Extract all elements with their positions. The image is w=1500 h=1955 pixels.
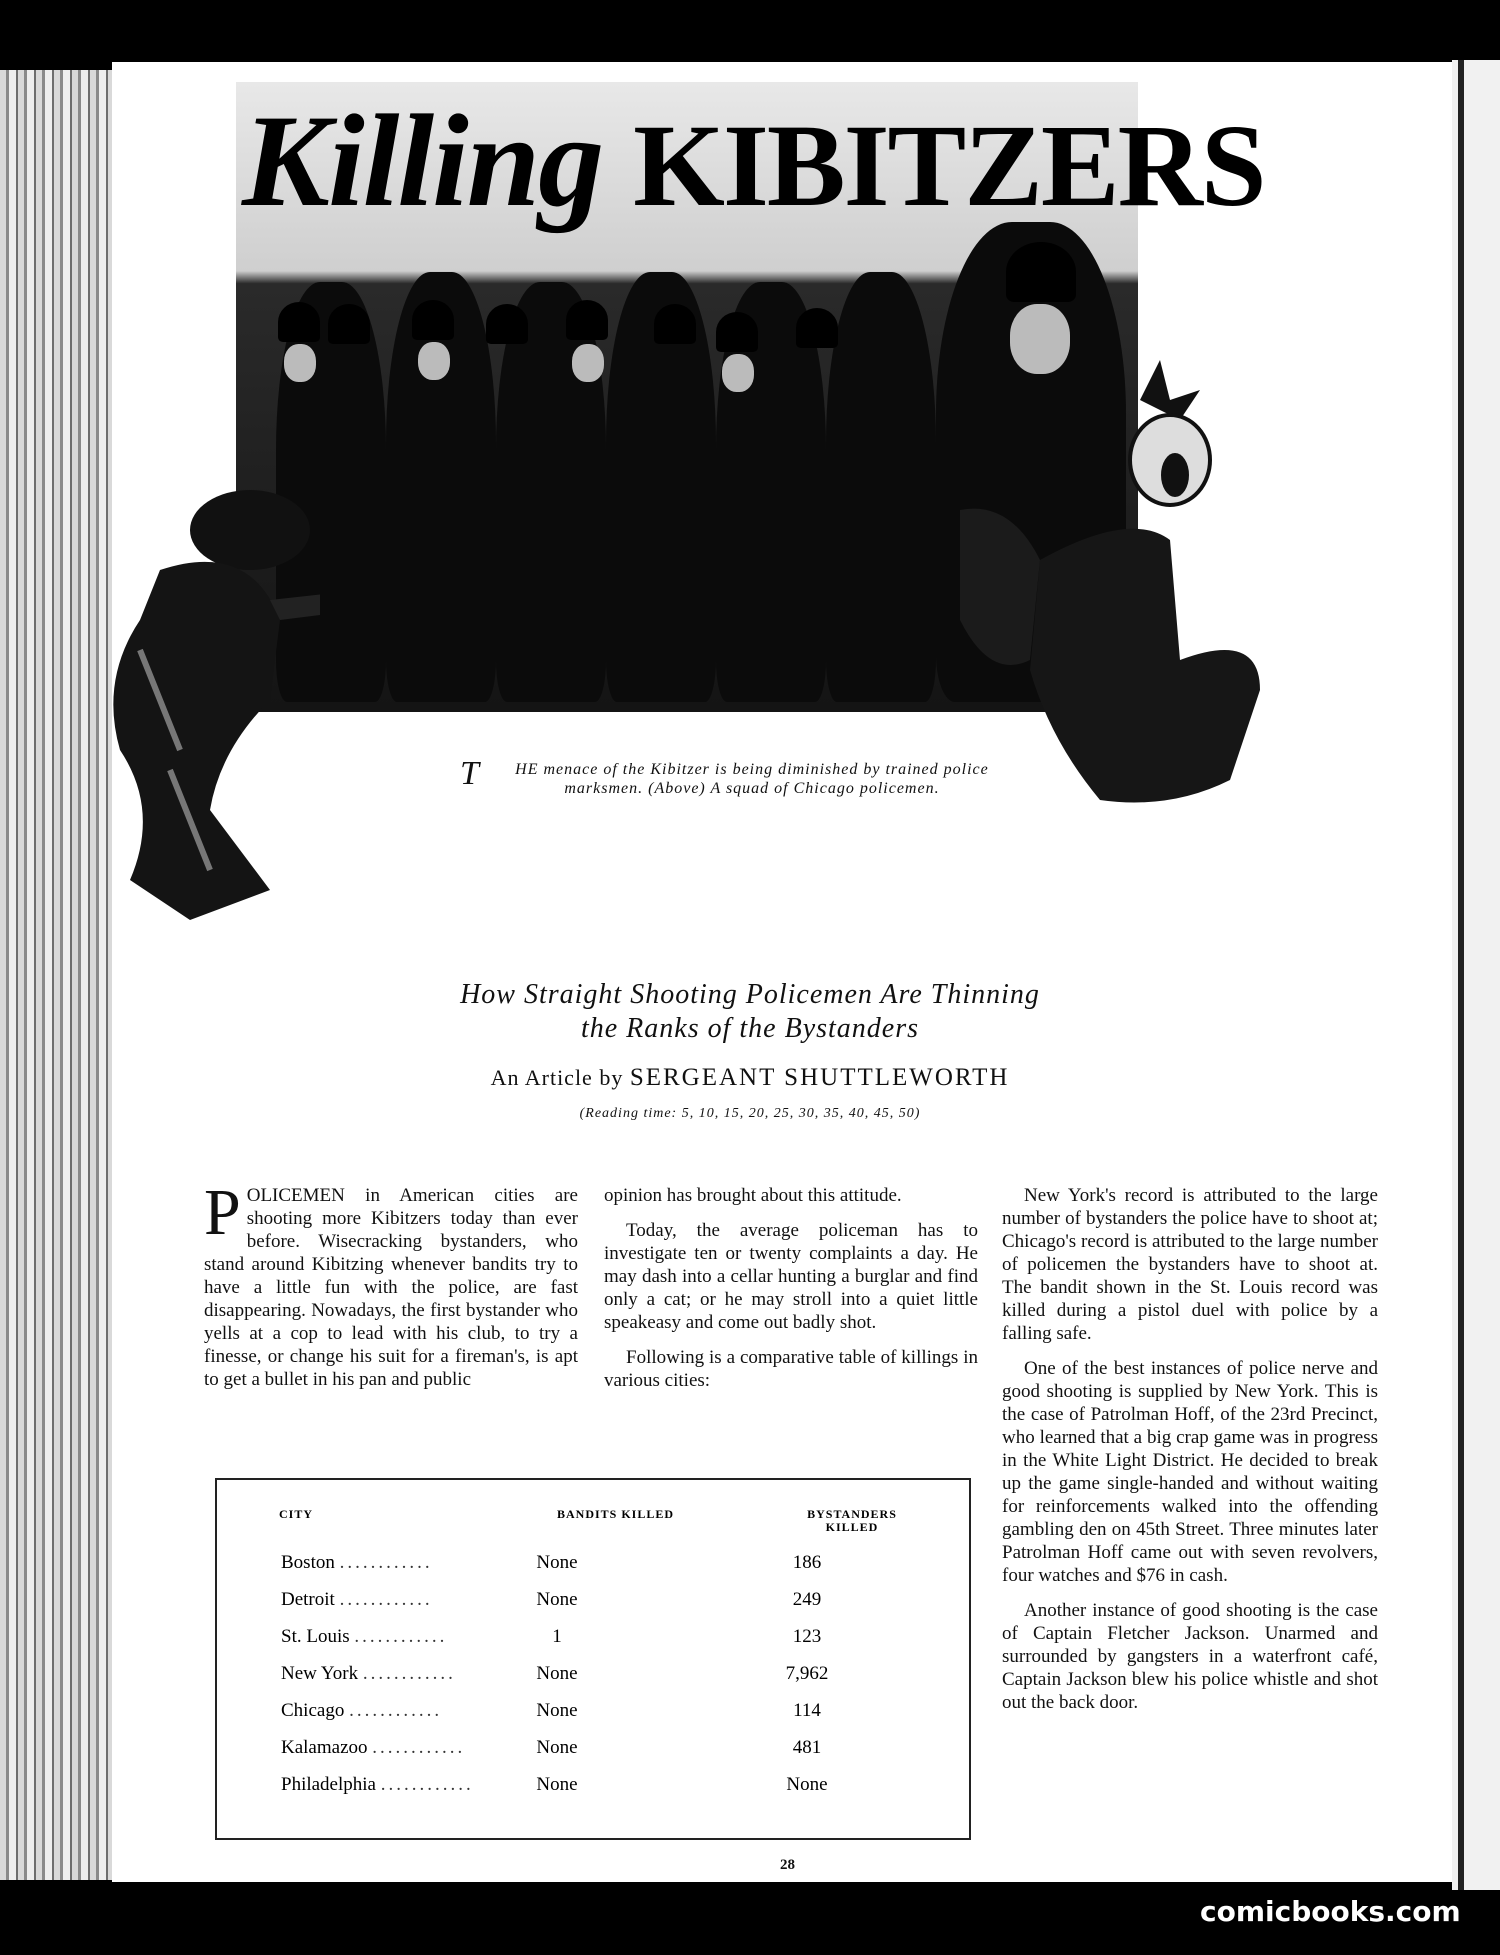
header-city: CITY: [279, 1507, 314, 1521]
subtitle-line-2: the Ranks of the Bystanders: [580, 1013, 920, 1044]
caption-text: HE menace of the Kibitzer is being diminished by trained police marksmen. (Above) A squad of Chicago policemen.: [515, 761, 989, 797]
paragraph: Another instance of good shooting is the case of Captain Fletcher Jackson. Unarmed and surrounded by gangsters in a waterfront café, Captain Jackson blew his police whistle and shot out the back door.: [1002, 1600, 1378, 1713]
book-page-edges: [0, 70, 120, 1880]
header-bystanders: BYSTANDERS KILLED: [807, 1507, 897, 1534]
gunman-cartoon: [100, 450, 320, 920]
table-row: Chicago ............ None 114: [281, 1700, 821, 1721]
site-watermark: comicbooks.com: [1200, 1895, 1461, 1928]
reading-time: (Reading time: 5, 10, 15, 20, 25, 30, 35, 40, 45, 50): [579, 1106, 921, 1121]
article-title: Killing KIBITZERS: [242, 87, 1265, 234]
killings-table: [215, 1478, 971, 1840]
table-row: St. Louis ............ 1 123: [281, 1626, 822, 1647]
paragraph: New York's record is attributed to the large number of bystanders the police have to shoot at; Chicago's record is attributed to the large number of policemen the bystanders have to shoot at. The bandit shown in the St. Louis record was killed during a pistol duel with police by a falling safe.: [1002, 1185, 1378, 1344]
paragraph: Today, the average policeman has to investigate ten or twenty complaints a day. He may dash into a cellar hunting a burglar and find only a cat; or he may stroll into a quiet little speakeasy and come out badly shot.: [604, 1220, 978, 1333]
paragraph: opinion has brought about this attitude.: [604, 1185, 902, 1206]
table-row: Philadelphia ............ None None: [281, 1774, 828, 1795]
header-bandits: BANDITS KILLED: [557, 1507, 675, 1521]
drop-cap: P: [204, 1176, 241, 1249]
table-row: Boston ............ None 186: [281, 1552, 822, 1573]
subtitle-line-1: How Straight Shooting Policemen Are Thinning: [460, 979, 1040, 1010]
table-row: New York ............ None 7,962: [281, 1663, 829, 1684]
photo-caption: [460, 755, 1020, 798]
paragraph: Following is a comparative table of killings in various cities:: [604, 1347, 978, 1391]
table-row: Kalamazoo ............ None 481: [281, 1737, 822, 1758]
caption-initial: T: [460, 755, 480, 792]
article-subtitle: [300, 978, 1200, 1046]
next-page-edge: [1452, 60, 1500, 1890]
body-column-2: [604, 1184, 978, 1404]
author-name: SERGEANT SHUTTLEWORTH: [629, 1064, 1010, 1091]
paragraph: POLICEMEN in American cities are shooting more Kibitzers today than ever before. Wisecracking bystanders, who stand around Kibitzing whenever bandits try to have a little fun with the police, are fast disappearing. Nowadays, the first bystander who yells at a cop to lead with his club, to try a finesse, or change his suit for a fireman's, is apt to get a bullet in his pan and public: [204, 1176, 578, 1390]
body-column-3: [1002, 1184, 1378, 1726]
body-column-1: [204, 1176, 578, 1403]
table-row: Detroit ............ None 249: [281, 1589, 822, 1610]
byline: [300, 1064, 1200, 1092]
page-number: 28: [780, 1857, 795, 1873]
paragraph: One of the best instances of police nerve and good shooting is supplied by New York. This is the case of Patrolman Hoff, of the 23rd Precinct, who learned that a big crap game was in progress in the White Light District. He decided to break up the game single-handed and without waiting for reinforcements walked into the offending gambling den on 45th Street. Three minutes later Patrolman Hoff came out with seven revolvers, four watches and $76 in cash.: [1002, 1358, 1378, 1586]
byline-prefix: An Article by: [490, 1065, 624, 1090]
